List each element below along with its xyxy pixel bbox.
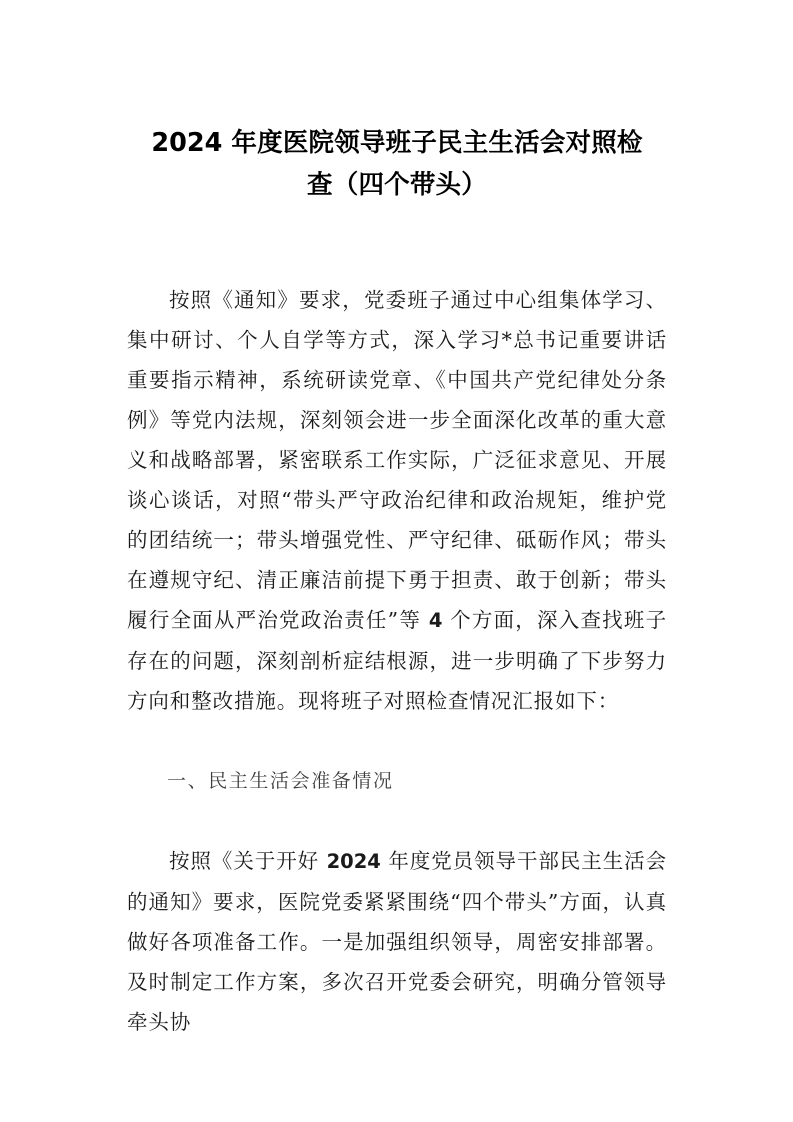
title-text: 年度医院领导班子民主生活会对照检 [231, 128, 643, 158]
paragraph-intro-text-a: 按照《通知》要求，党委班子通过中心组集体学习、集中研讨、个人自学等方式，深入学习*总书记重要讲话重要指示精神，系统研读党章、《中国共产党纪律处分条例》等党内法规，深刻领会进一步全面深化改革的重大意义和战略部署，紧密联系工作实际，广泛征求意见、开展谈心谈话，对照“带头严守政治纪律和政治规矩，维护党的团结统一；带头增强党性、严守纪律、砥砺作风；带头在遵规守纪、清正廉洁前提下勇于担责、敢于创新；带头履行全面从严治党政治责任”等 [127, 288, 667, 632]
paragraph-intro-count: 4 [428, 609, 443, 632]
paragraph-section-1-text-a: 按照《关于开好 [169, 849, 320, 873]
title-bottom-spacer [127, 206, 667, 280]
paragraph-section-1-body [127, 841, 667, 1042]
document-content-column [127, 0, 667, 1042]
paragraph-section-1-text-b: 年度党员领导干部民主生活会的通知》要求，医院党委紧紧围绕“四个带头”方面，认真做好各项准备工作。一是加强组织领导，周密安排部署。及时制定工作方案，多次召开党委会研究，明确分管领导牵头协 [127, 849, 668, 1034]
paragraph-section-1-year: 2024 [326, 850, 381, 873]
section-heading-1: 一、民主生活会准备情况 [167, 770, 394, 792]
title-year: 2024 [151, 128, 223, 158]
spacer-before-heading [127, 721, 667, 761]
paragraph-intro-text-b: 个方面，深入查找班子存在的问题，深刻剖析症结根源，进一步明确了下步努力方向和整改措施。现将班子对照检查情况汇报如下： [127, 608, 668, 713]
paragraph-intro [127, 280, 667, 721]
page-title [127, 0, 667, 206]
title-line-two: 查（四个带头） [307, 170, 487, 200]
spacer-after-heading [127, 801, 667, 841]
